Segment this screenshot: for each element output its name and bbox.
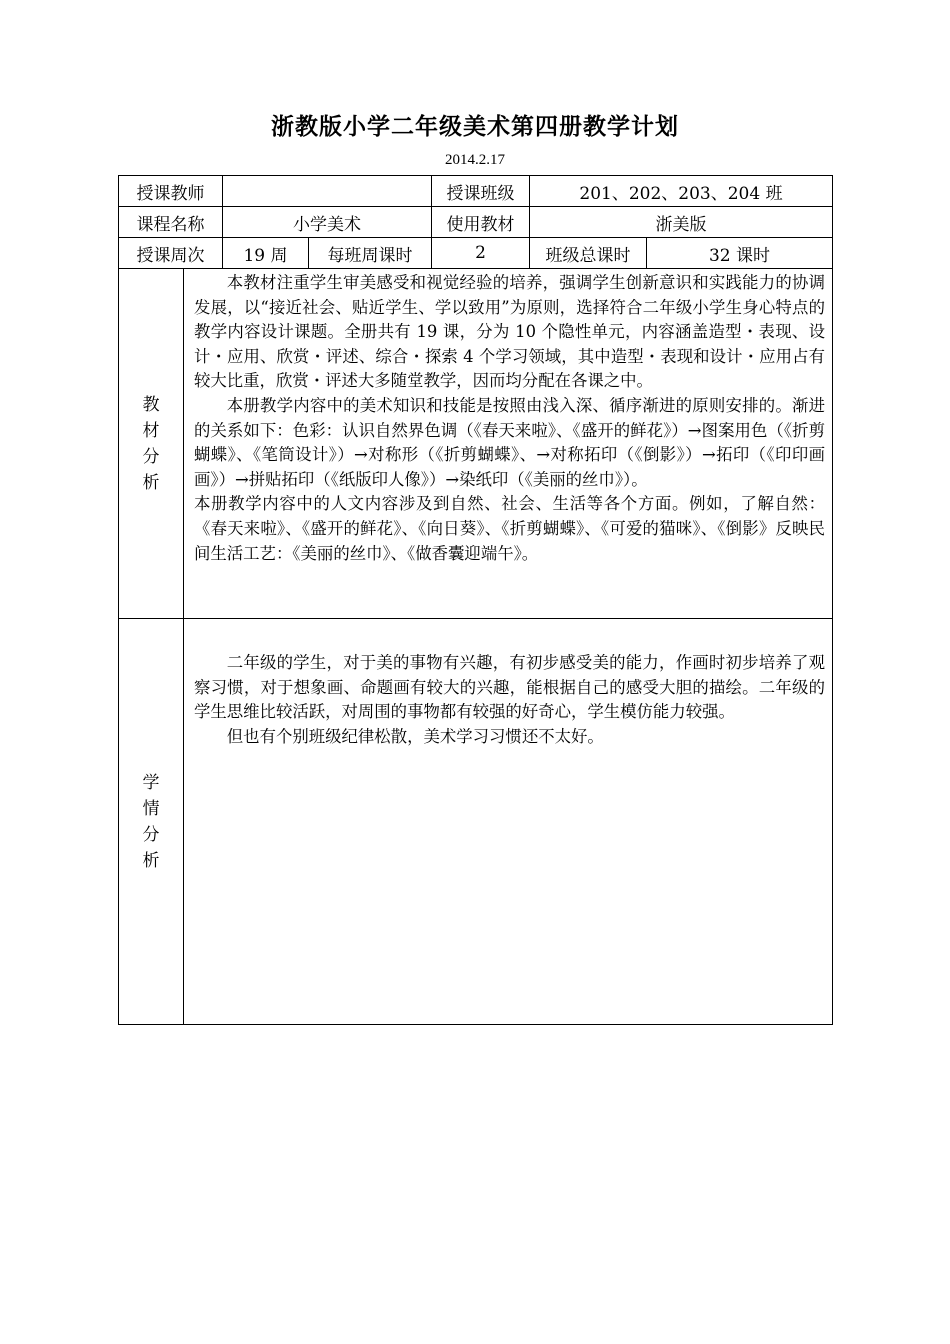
label-char: 学 [142, 772, 160, 793]
total-hours-label: 班级总课时 [545, 245, 631, 266]
student-analysis-content [194, 651, 825, 749]
label-char: 材 [142, 420, 160, 441]
row-divider [118, 618, 833, 619]
textbook-analysis-paragraph: 本册教学内容中的美术知识和技能是按照由浅入深、循序渐进的原则安排的。渐进的关系如下：色彩：认识自然界色调（《春天来啦》、《盛开的鲜花》）→图案用色（《折剪蝴蝶》、《笔筒设计》）→对称形（《折剪蝴蝶》、→对称拓印（《倒影》）→拓印（《印印画画》）→拼贴拓印（《纸版印人像》）→染纸印（《美丽的丝巾》）。 [194, 395, 825, 489]
textbook-value: 浙美版 [655, 214, 707, 235]
label-char: 分 [142, 446, 160, 467]
weeks-value: 19 周 [243, 245, 288, 266]
teacher-value [223, 176, 431, 206]
row-divider [118, 268, 833, 269]
label-char: 分 [142, 824, 160, 845]
textbook-analysis-paragraph: 本教材注重学生审美感受和视觉经验的培养，强调学生创新意识和实践能力的协调发展，以“接近社会、贴近学生、学以致用”为原则，选择符合二年级小学生身心特点的教学内容设计课题。全册共有 19 课，分为 10 个隐性单元，内容涵盖造型・表现、设计・应用、欣赏・评述、综合・探索 4 个学习领域，其中造型・表现和设计・应用占有较大比重，欣赏・评述大多随堂教学，因而均分配在各课之中。 [194, 273, 825, 391]
textbook-analysis-paragraph: 本册教学内容中的人文内容涉及到自然、社会、生活等各个方面。例如，了解自然：《春天来啦》、《盛开的鲜花》、《向日葵》、《折剪蝴蝶》、《可爱的猫咪》、《倒影》反映民间生活工艺：《美丽的丝巾》、《做香囊迎端午》。 [194, 494, 825, 563]
course-value: 小学美术 [293, 214, 361, 235]
teacher-label: 授课教师 [136, 183, 205, 204]
document-date: 2014.2.17 [445, 152, 505, 168]
weekly-hours-value: 2 [475, 243, 486, 263]
course-label: 课程名称 [136, 214, 205, 235]
label-char: 教 [142, 394, 160, 415]
label-char: 析 [142, 472, 160, 493]
weekly-hours-label: 每班周课时 [327, 245, 413, 266]
textbook-analysis-label [119, 269, 183, 618]
student-analysis-paragraph: 二年级的学生，对于美的事物有兴趣，有初步感受美的能力，作画时初步培养了观察习惯，对于想象画、命题画有较大的兴趣，能根据自己的感受大胆的描绘。二年级的学生思维比较活跃，对周围的事物都有较强的好奇心，学生模仿能力较强。 [194, 653, 825, 722]
label-char: 析 [142, 850, 160, 871]
label-char: 情 [142, 798, 160, 819]
textbook-analysis-content [194, 271, 825, 566]
textbook-label: 使用教材 [446, 214, 515, 235]
weeks-label: 授课周次 [136, 245, 205, 266]
class-value: 201、202、203、204 班 [579, 183, 783, 204]
class-label: 授课班级 [446, 183, 515, 204]
document-title: 浙教版小学二年级美术第四册教学计划 [271, 113, 679, 140]
student-analysis-label [119, 619, 183, 1024]
column-divider [183, 268, 184, 1025]
student-analysis-paragraph: 但也有个别班级纪律松散，美术学习习惯还不太好。 [226, 726, 604, 746]
total-hours-value: 32 课时 [708, 245, 771, 266]
